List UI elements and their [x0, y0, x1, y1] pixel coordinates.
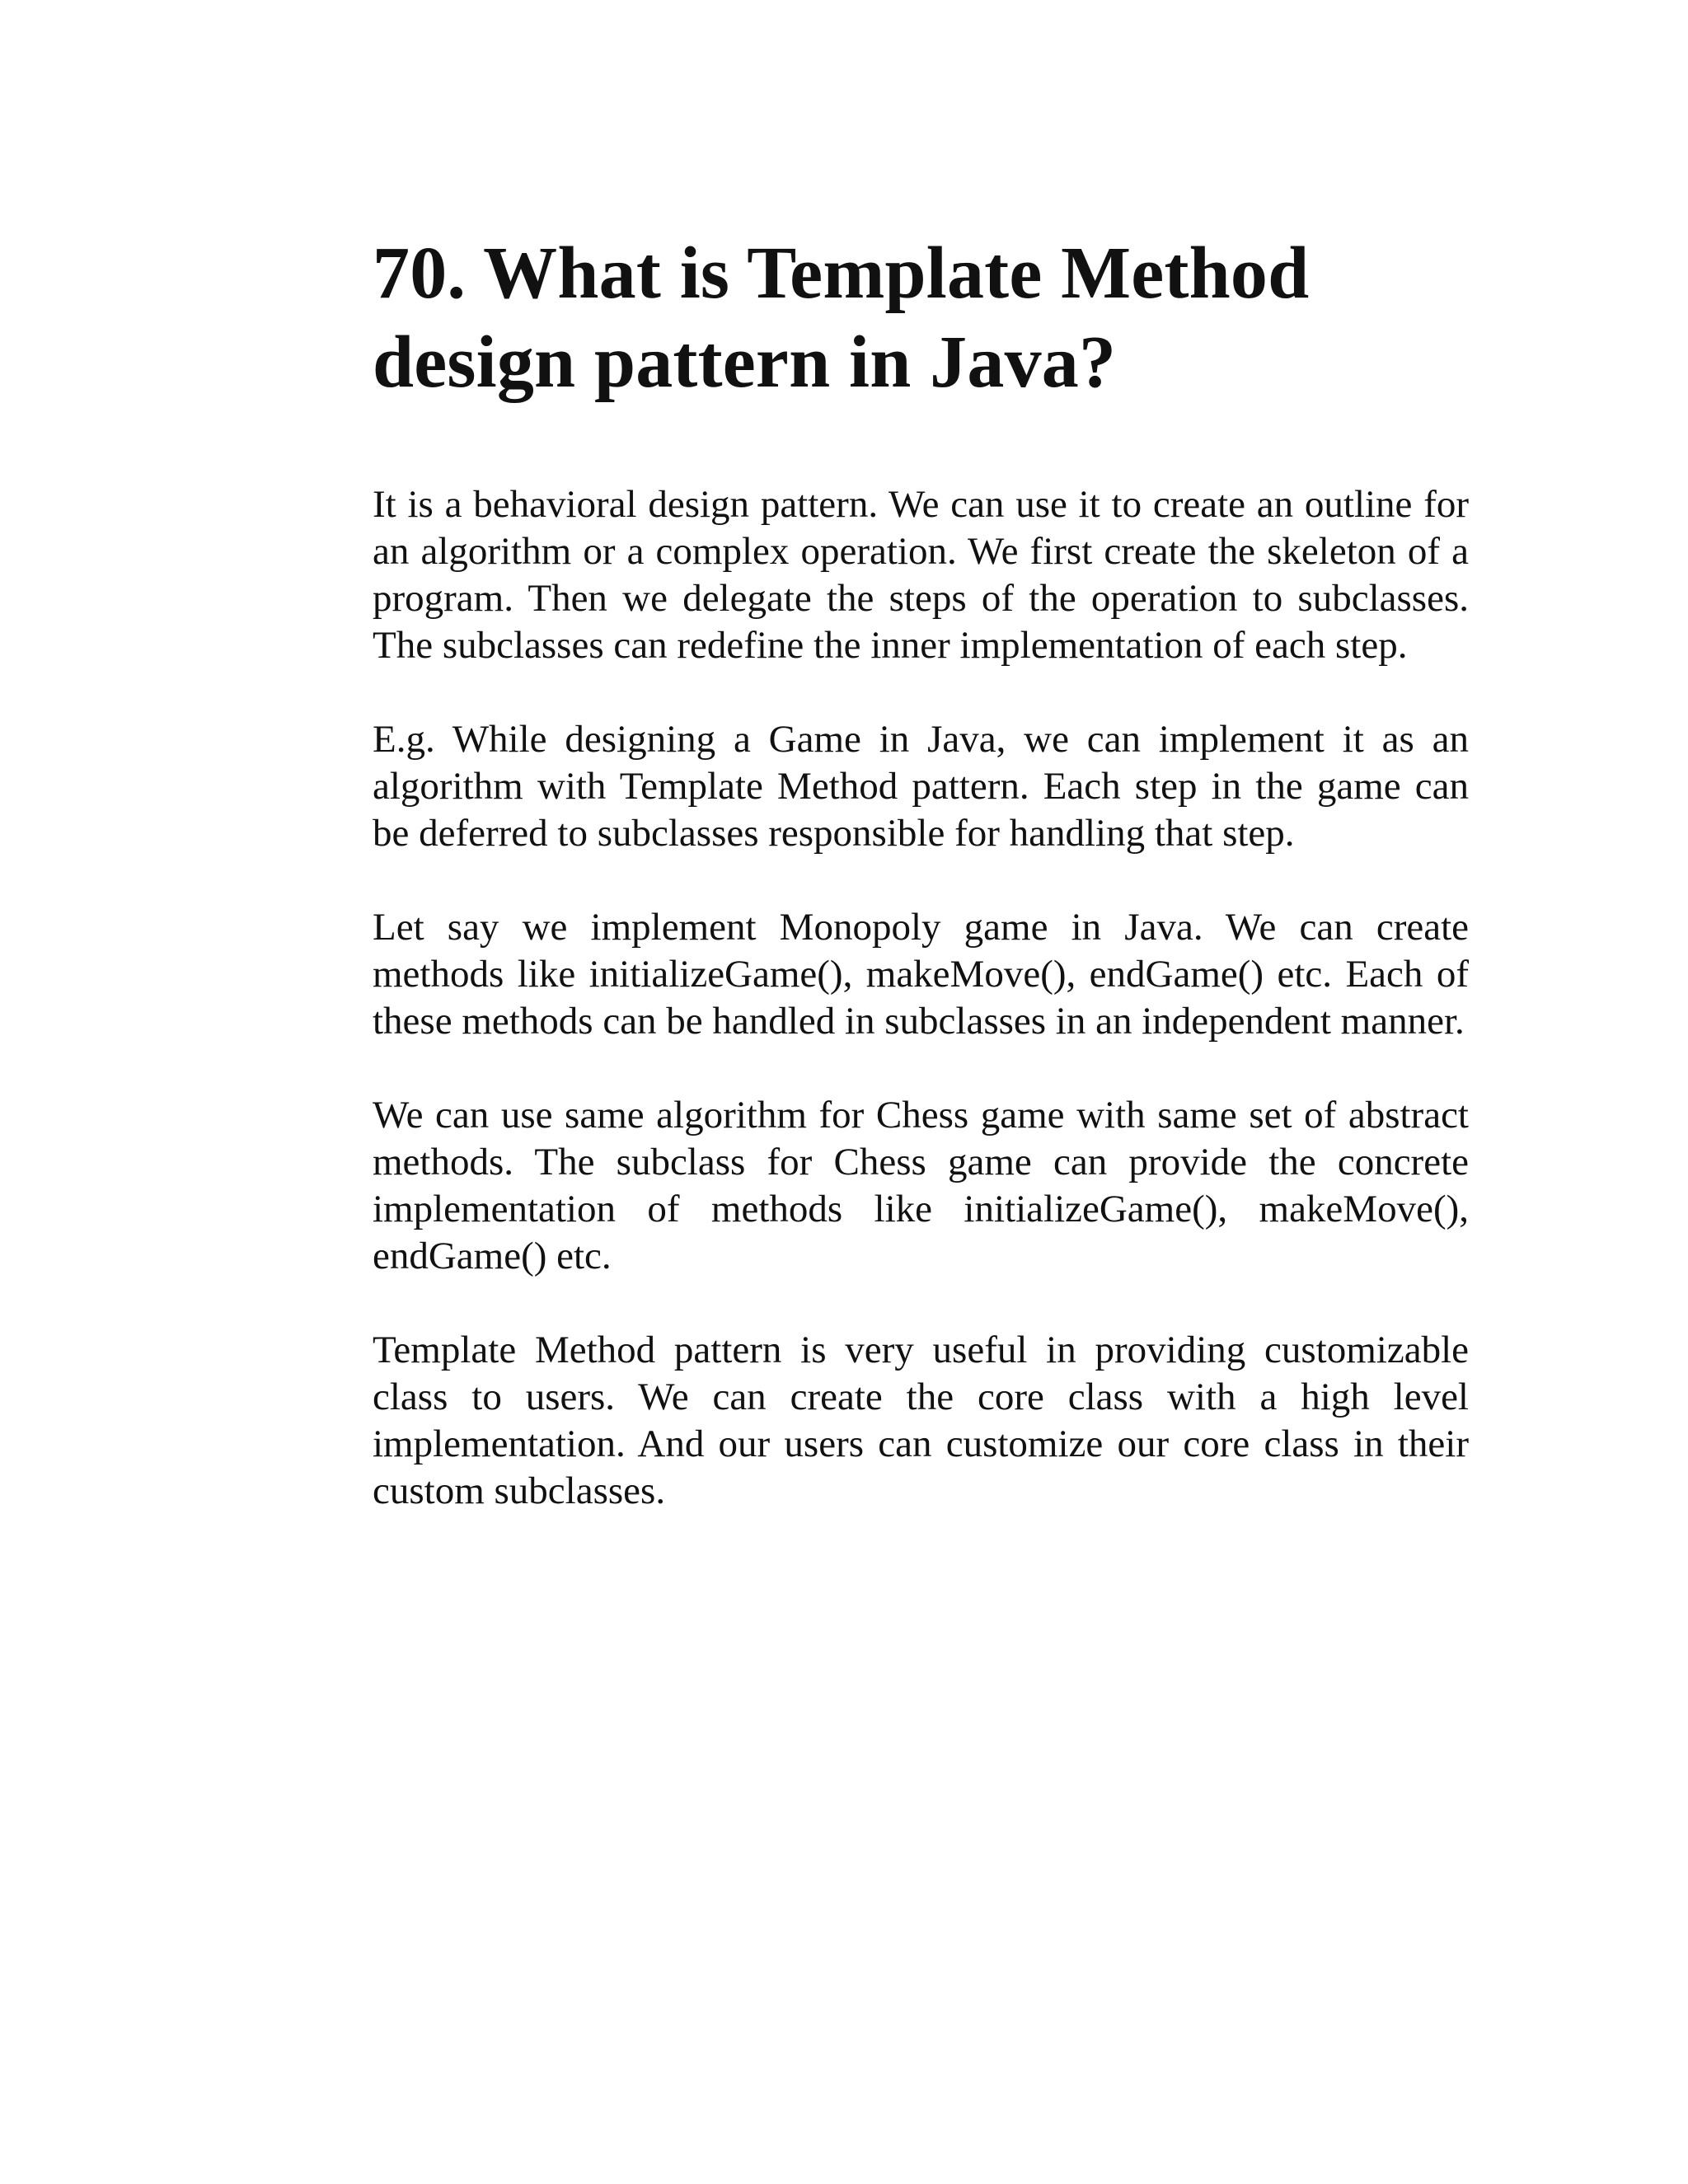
page-title: 70. What is Template Method design pattern in Java? [373, 232, 1310, 403]
paragraph-chess: We can use same algorithm for Chess game with same set of abstract methods. The subclass for Chess game can provide the concrete implementation of methods like initializeGame(), makeMove(), endGame() etc. [373, 1094, 1469, 1277]
paragraph-definition: It is a behavioral design pattern. We can use it to create an outline for an algorithm or a complex operation. We first create the skeleton of a program. Then we delegate the steps of the operation to subclasses. The subclasses can redefine the inner implementation of each step. [373, 483, 1469, 667]
paragraph-monopoly: Let say we implement Monopoly game in Java. We can create methods like initializeGame(), makeMove(), endGame() etc. Each of these methods can be handled in subclasses in an independent manner. [373, 906, 1469, 1043]
paragraph-usefulness: Template Method pattern is very useful in providing customizable class to users. We can create the core class with a high level implementation. And our users can customize our core class in their custom subclasses. [373, 1329, 1469, 1512]
document-body [373, 229, 1469, 1515]
paragraph-example: E.g. While designing a Game in Java, we can implement it as an algorithm with Template Method pattern. Each step in the game can be deferred to subclasses responsible for handling that step. [373, 718, 1469, 855]
